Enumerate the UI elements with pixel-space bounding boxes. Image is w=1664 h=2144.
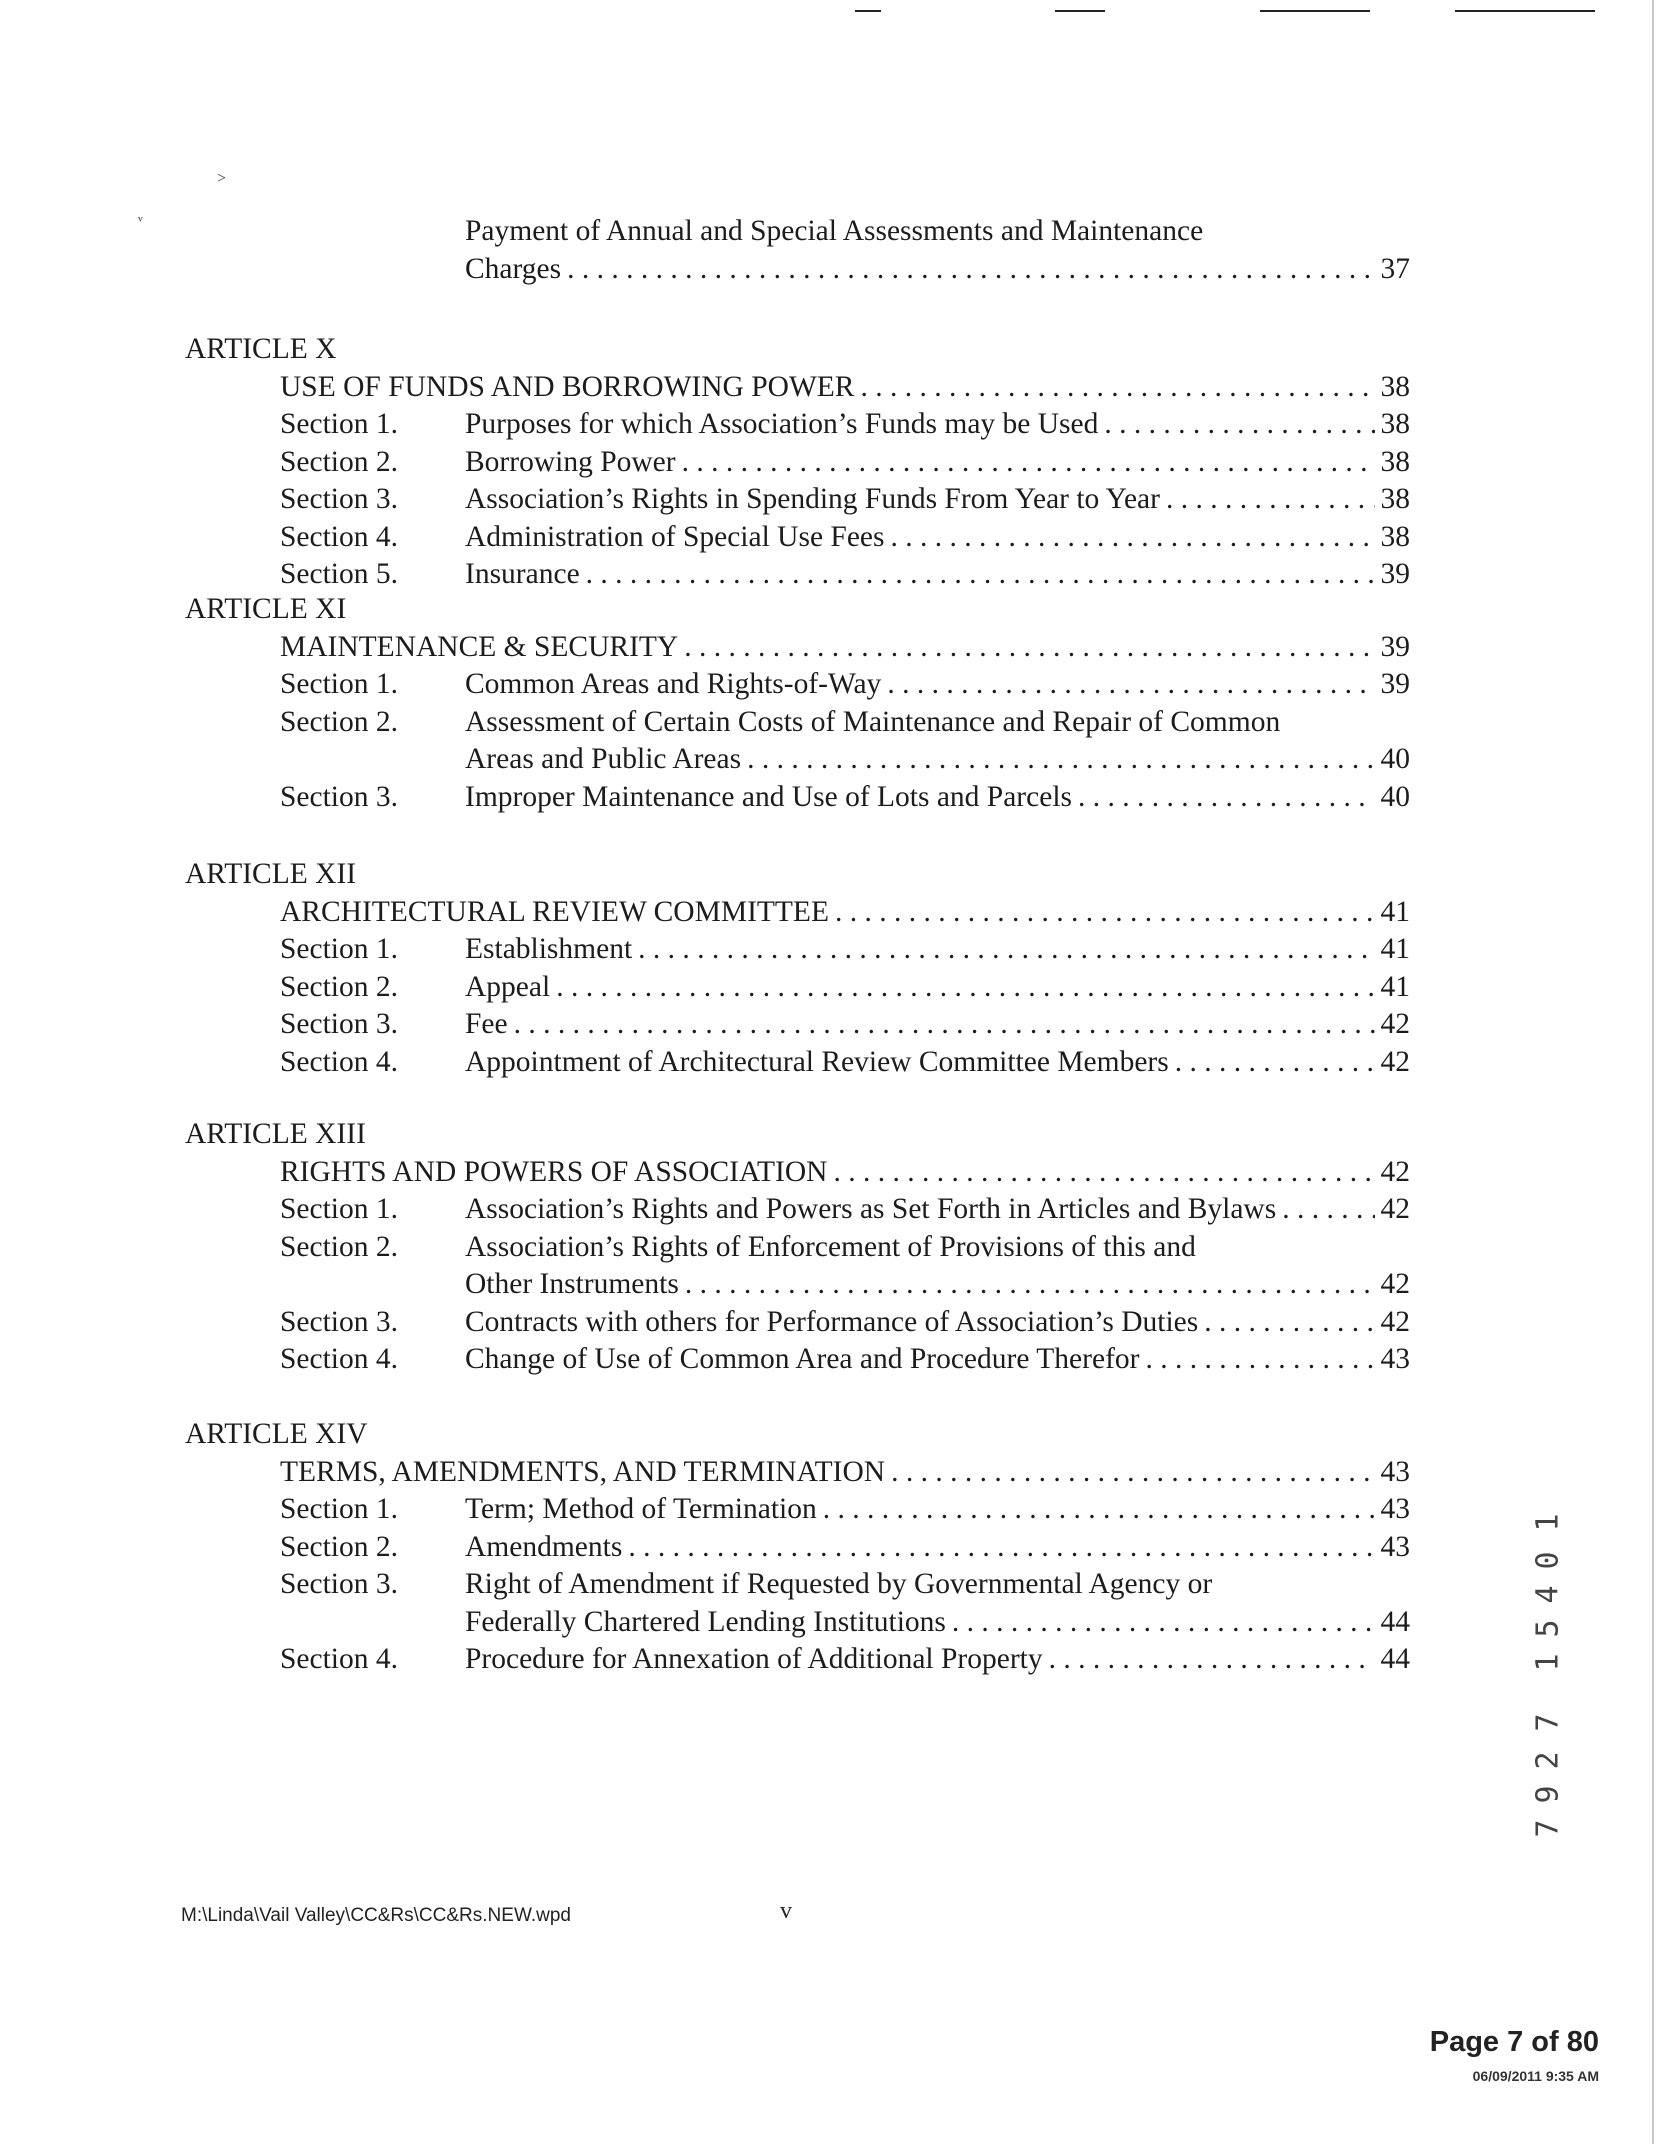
section-number: Section 1. [280,1193,398,1225]
recording-number-stamp [1528,1505,1568,1838]
section-title: Insurance [465,558,580,590]
article-heading-entry [280,368,1410,406]
toc-page-number: 42 [1380,1045,1410,1078]
section-entry [465,968,1410,1006]
section-entry [465,1340,1410,1378]
toc-page-number: 43 [1380,1530,1410,1563]
article-heading: TERMS, AMENDMENTS, AND TERMINATION [280,1455,886,1488]
section-title: Association’s Rights in Spending Funds From Year to Year [465,483,1160,515]
stamp-date: 06/09/2011 9:35 AM [1472,2068,1599,2084]
toc-page-number: 44 [1380,1643,1410,1675]
article-heading-entry [280,893,1410,931]
section-entry [465,778,1410,816]
section-number: Section 2. [280,705,398,738]
section-title: Procedure for Annexation of Additional Property [465,1643,1043,1675]
section-title-cont: Areas and Public Areas [465,743,742,775]
section-number: Section 2. [280,1530,398,1563]
section-title: Appeal [465,970,551,1003]
dot-leader [1282,1190,1374,1228]
section-entry [465,1640,1410,1678]
footer-file-path: M:\Linda\Vail Valley\CC&Rs\CC&Rs.NEW.wpd [181,1905,571,1926]
stamp-digit: 2 [1530,1751,1566,1770]
toc-page-number: 39 [1380,630,1410,663]
dot-leader [1175,1043,1375,1081]
toc-page-number: 38 [1380,520,1410,553]
section-number: Section 2. [280,445,398,478]
dot-leader [685,1265,1375,1303]
section-entry [465,740,1410,778]
stamp-digit: 1 [1530,1653,1566,1672]
toc-page-number: 38 [1380,483,1410,515]
dot-leader [684,628,1374,666]
dot-leader [556,968,1374,1006]
section-title: Association’s Rights and Powers as Set Forth in Articles and Bylaws [465,1193,1277,1225]
stamp-digit: 1 [1530,1513,1566,1532]
section-number: Section 3. [280,1568,398,1600]
toc-page-number: 38 [1380,408,1410,440]
section-entry [465,1528,1410,1566]
section-entry [465,1005,1410,1043]
dot-leader [747,740,1374,778]
section-title: Administration of Special Use Fees [465,520,885,553]
dot-leader [890,518,1374,556]
stamp-digit: 9 [1530,1785,1566,1804]
article-heading: RIGHTS AND POWERS OF ASSOCIATION [280,1155,828,1188]
stamp-digit: 4 [1530,1585,1566,1604]
article-heading: MAINTENANCE & SECURITY [280,630,679,663]
dot-leader [1104,405,1374,443]
toc-page-number: 41 [1380,895,1410,928]
toc-page-number: 37 [1380,253,1410,285]
section-title: Borrowing Power [465,445,676,478]
section-number: Section 1. [280,408,398,440]
toc-page-number: 39 [1380,668,1410,700]
article-label: ARTICLE XI [185,593,347,625]
section-number: Section 1. [280,1493,398,1525]
footer-page-number: v [780,1898,792,1924]
section-title: Appointment of Architectural Review Committee Members [465,1045,1169,1078]
section-number: Section 1. [280,668,398,700]
section-entry [465,1043,1410,1081]
dot-leader [682,443,1375,481]
article-heading: ARCHITECTURAL REVIEW COMMITTEE [280,895,829,928]
dot-leader [887,665,1374,703]
dot-leader [835,893,1375,931]
section-title: Term; Method of Termination [465,1493,817,1525]
section-entry [465,555,1410,593]
dot-leader [861,368,1375,406]
section-entry [465,1490,1410,1528]
section-entry [465,480,1410,518]
toc-page-number: 43 [1380,1455,1410,1488]
toc-page-number: 41 [1380,933,1410,965]
section-number: Section 1. [280,933,398,965]
section-number: Section 2. [280,970,398,1003]
dot-leader [891,1453,1374,1491]
article-label: ARTICLE XII [185,858,357,890]
article-heading-entry [280,628,1410,666]
section-entry [465,1265,1410,1303]
section-number: Section 4. [280,1045,398,1078]
toc-page-number: 43 [1380,1343,1410,1375]
dot-leader [952,1603,1375,1641]
toc-entry [465,250,1410,288]
section-number: Section 2. [280,1230,398,1263]
section-entry [465,1303,1410,1341]
article-label: ARTICLE XIV [185,1418,368,1450]
section-number: Section 3. [280,1008,398,1040]
section-title: Amendments [465,1530,623,1563]
section-number: Section 4. [280,520,398,553]
toc-page-number: 40 [1380,780,1410,813]
section-title: Fee [465,1008,508,1040]
toc-page-number: 40 [1380,743,1410,775]
stamp-digit: 7 [1530,1713,1566,1732]
toc-page-number: 42 [1380,1305,1410,1338]
dot-leader [1204,1303,1374,1341]
page-count-stamp: Page 7 of 80 [1429,2026,1599,2058]
section-number: Section 4. [280,1643,398,1675]
section-title: Change of Use of Common Area and Procedure Therefor [465,1343,1140,1375]
scan-speck: ᵛ [138,213,143,230]
toc-page-number: 41 [1380,970,1410,1003]
article-heading-entry [280,1453,1410,1491]
dot-leader [586,555,1375,593]
dot-leader [1166,480,1375,518]
section-entry [465,1190,1410,1228]
article-label: ARTICLE XIII [185,1118,366,1150]
section-title: Establishment [465,933,633,965]
section-title: Right of Amendment if Requested by Governmental Agency or [465,1568,1213,1600]
section-entry [465,443,1410,481]
scan-speck: ˃ [217,170,227,187]
article-label: ARTICLE X [185,333,337,365]
dot-leader [638,930,1374,968]
toc-page-number: 44 [1380,1605,1410,1638]
section-entry [465,1603,1410,1641]
section-entry [465,405,1410,443]
section-title: Purposes for which Association’s Funds may be Used [465,408,1099,440]
dot-leader [567,250,1374,288]
toc-page-number: 39 [1380,558,1410,590]
section-entry [465,518,1410,556]
dot-leader [1078,778,1375,816]
section-entry [465,665,1410,703]
stamp-digit: 7 [1530,1819,1566,1838]
toc-page-number: 42 [1380,1268,1410,1300]
section-title-cont: Other Instruments [465,1268,679,1300]
toc-page-number: 43 [1380,1493,1410,1525]
section-title-cont: Federally Chartered Lending Institutions [465,1605,946,1638]
article-heading-entry [280,1153,1410,1191]
toc-page-number: 42 [1380,1008,1410,1040]
toc-entry-title: Charges [465,253,562,285]
toc-page-number: 38 [1380,445,1410,478]
section-title: Improper Maintenance and Use of Lots and Parcels [465,780,1072,813]
section-title: Contracts with others for Performance of Association’s Duties [465,1305,1199,1338]
section-entry [465,930,1410,968]
section-number: Section 4. [280,1343,398,1375]
stamp-digit: 0 [1530,1551,1566,1570]
dot-leader [1049,1640,1375,1678]
toc-page-number: 42 [1380,1193,1410,1225]
toc-page-number: 42 [1380,1155,1410,1188]
toc-page-number: 38 [1380,370,1410,403]
section-title: Common Areas and Rights-of-Way [465,668,882,700]
section-number: Section 3. [280,1305,398,1338]
dot-leader [833,1153,1374,1191]
article-heading: USE OF FUNDS AND BORROWING POWER [280,370,855,403]
toc-entry-text: Payment of Annual and Special Assessments and Maintenance [465,215,1204,247]
section-title: Assessment of Certain Costs of Maintenance and Repair of Common [465,705,1281,738]
dot-leader [823,1490,1375,1528]
section-number: Section 3. [280,483,398,515]
stamp-digit: 5 [1530,1619,1566,1638]
dot-leader [628,1528,1374,1566]
dot-leader [514,1005,1375,1043]
section-number: Section 3. [280,780,398,813]
dot-leader [1145,1340,1374,1378]
section-number: Section 5. [280,558,398,590]
section-title: Association’s Rights of Enforcement of Provisions of this and [465,1230,1196,1263]
